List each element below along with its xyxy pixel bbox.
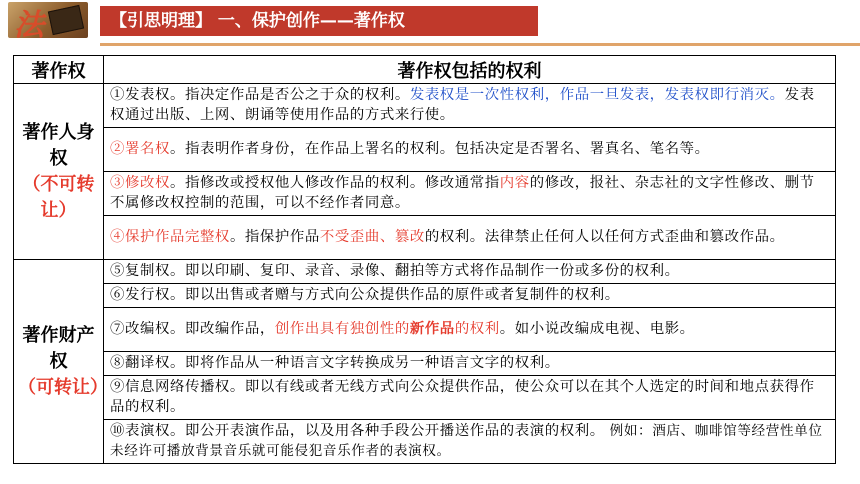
table-row	[14, 376, 836, 420]
right-name: ④保护作品完整权	[110, 229, 230, 245]
table-row	[14, 128, 836, 172]
right-text: 。指保护作品	[229, 229, 320, 245]
right-text: 的修改，报社、杂志社的文字性修改、删节不属修改权控制的范围，可以不经作者同意。	[110, 175, 815, 211]
right-highlight: 内容	[499, 175, 530, 191]
right-text: ⑥发行权。即以出售或者赠与方式向公众提供作品的原件或者复制件的权利。	[110, 287, 620, 303]
logo	[8, 2, 88, 38]
book-icon	[48, 5, 84, 35]
right-text: 。指修改或授权他人修改作品的权利。修改通常指	[169, 175, 500, 191]
copyright-table	[13, 55, 836, 464]
right-text: 发表权通过出版、上网、朗诵等使用作品的方式来行使。	[110, 87, 815, 123]
right-performance	[104, 420, 836, 464]
right-text: 的权利。法律禁止任何人以任何方式歪曲和篡改作品。	[424, 229, 785, 245]
right-text: 。如小说改编成电视、电影。	[499, 321, 695, 337]
right-translation	[104, 352, 836, 376]
personal-rights-label: 著作人身权	[22, 121, 95, 169]
table-row	[14, 216, 836, 260]
right-text: 。指表明作者身份，在作品上署名的权利。包括决定是否署名、署真名、笔名等。	[169, 141, 710, 157]
divider	[100, 43, 860, 46]
right-highlight: 不受歪曲、篡改	[319, 229, 425, 245]
table-row	[14, 284, 836, 308]
table-row	[14, 352, 836, 376]
personal-rights-note: （不可转让）	[22, 173, 95, 221]
property-rights-note: （可转让）	[18, 376, 108, 398]
right-text: ①发表权。指决定作品是否公之于众的权利。	[110, 87, 410, 103]
right-reproduction	[104, 260, 836, 284]
right-modification	[104, 172, 836, 216]
property-rights-label: 著作财产权	[22, 324, 95, 372]
right-name: ②署名权	[110, 141, 170, 157]
personal-rights-category	[14, 84, 104, 260]
table-row	[14, 260, 836, 284]
right-highlight: 的权利	[454, 321, 500, 337]
right-name: ③修改权	[110, 175, 170, 191]
right-highlight-bold: 新作品	[409, 321, 455, 337]
property-rights-category	[14, 260, 108, 464]
right-text: ⑧翻译权。即将作品从一种语言文字转换成另一种语言文字的权利。	[110, 355, 560, 371]
right-adaptation	[104, 308, 836, 352]
right-publication	[104, 84, 836, 128]
column-header-category: 著作权	[14, 56, 104, 84]
right-integrity	[104, 216, 836, 260]
table-row	[14, 308, 836, 352]
table-row	[14, 420, 836, 464]
right-distribution	[104, 284, 836, 308]
table-header-row	[14, 56, 836, 84]
right-text: ⑦改编权。即改编作品，	[110, 321, 275, 337]
right-network-dissemination	[104, 376, 836, 420]
table-row	[14, 172, 836, 216]
column-header-rights: 著作权包括的权利	[104, 56, 836, 84]
table-row	[14, 84, 836, 128]
right-highlight: 发表权是一次性权利，作品一旦发表，发表权即行消灭。	[409, 87, 785, 103]
right-text: ⑨信息网络传播权。即以有线或者无线方式向公众提供作品，使公众可以在其个人选定的时间和地点获得作品的权利。	[110, 379, 815, 415]
law-glyph-icon: 法	[14, 8, 44, 38]
right-authorship	[104, 128, 836, 172]
right-text: ⑤复制权。即以印刷、复印、录音、录像、翻拍等方式将作品制作一份或多份的权利。	[110, 263, 680, 279]
right-text: ⑩表演权。即公开表演作品，以及用各种手段公开播送作品的表演的权利。	[110, 423, 605, 439]
page-title: 【引思明理】 一、保护创作——著作权	[100, 6, 538, 36]
right-highlight: 创作出具有独创性的	[274, 321, 410, 337]
right-example: 例如：酒店、咖啡馆等经营性单位未经许可播放背景音乐就可能侵犯音乐作者的表演权。	[110, 423, 823, 459]
